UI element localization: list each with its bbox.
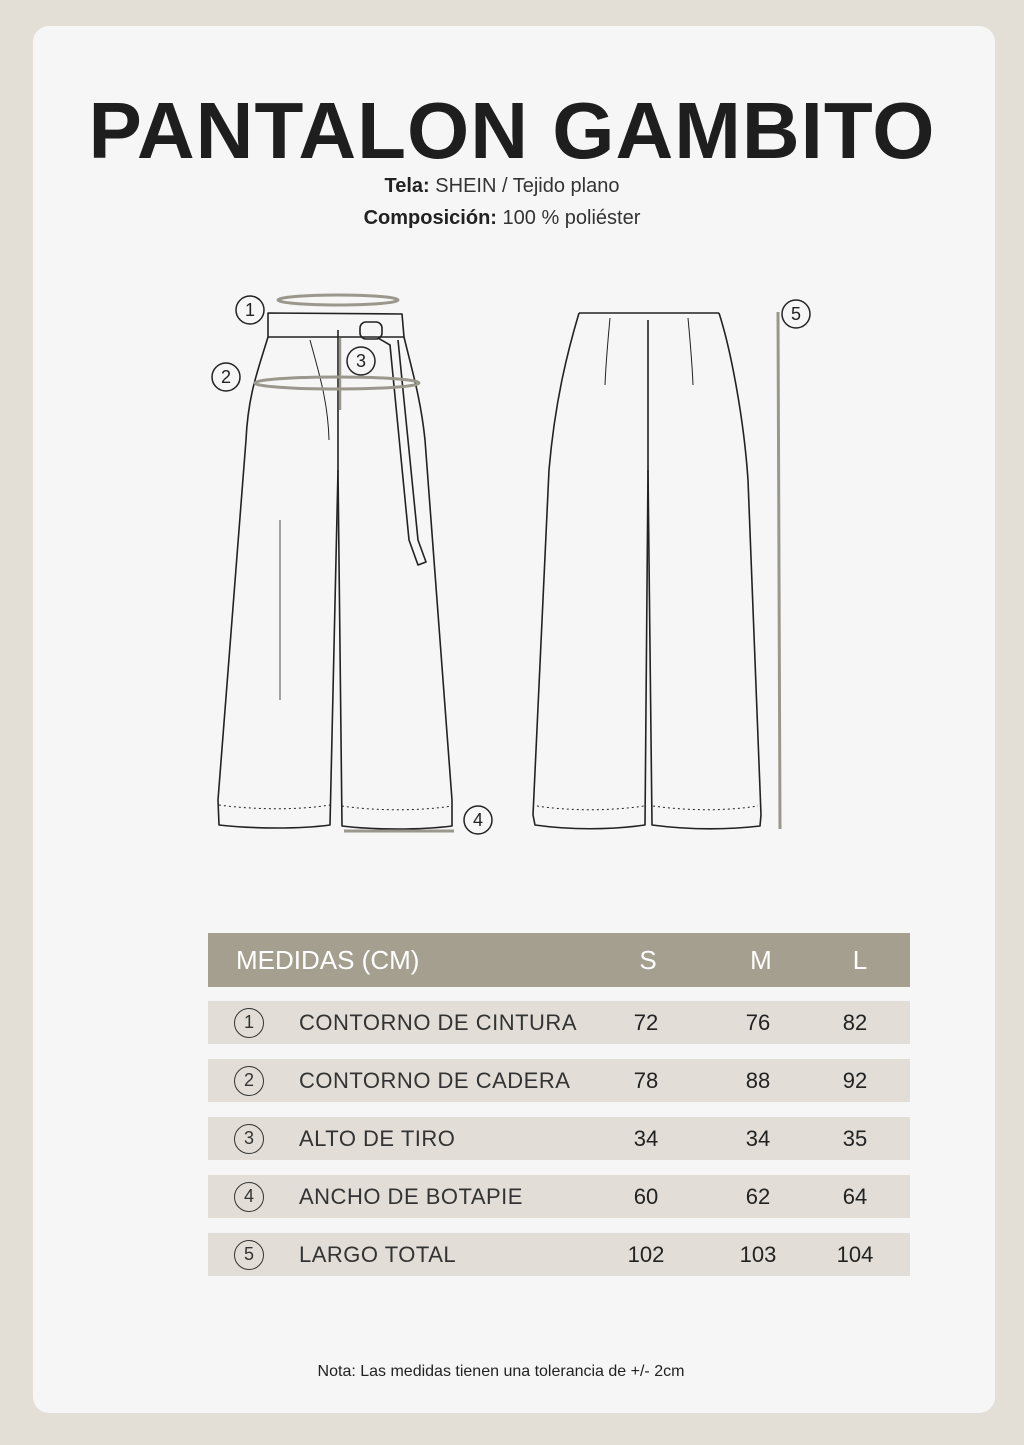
- pants-back-view: [533, 313, 761, 829]
- value-m: 88: [745, 1068, 771, 1093]
- value-m: 62: [745, 1184, 771, 1209]
- value-l: 35: [842, 1126, 868, 1151]
- row-number: 4: [234, 1182, 264, 1212]
- svg-text:4: 4: [472, 810, 484, 830]
- row-number: 3: [234, 1124, 264, 1154]
- row-number: 5: [234, 1240, 264, 1270]
- size-m-header: M: [750, 945, 772, 975]
- value-m: 34: [745, 1126, 771, 1151]
- row-label: ANCHO DE BOTAPIE: [299, 1184, 523, 1209]
- product-title: PANTALON GAMBITO: [88, 86, 936, 175]
- marker-3: [347, 347, 375, 375]
- value-s: 60: [633, 1184, 659, 1209]
- fabric-brand: SHEIN: [435, 175, 497, 197]
- fabric-line: [0, 175, 1004, 198]
- composition-line: [0, 207, 1004, 230]
- fabric-value: Tejido plano: [512, 175, 620, 197]
- composition-label: Composición:: [363, 207, 497, 229]
- value-s: 72: [633, 1010, 659, 1035]
- svg-text:3: 3: [355, 351, 367, 371]
- row-number: 1: [234, 1008, 264, 1038]
- value-l: 104: [836, 1242, 874, 1267]
- value-m: 76: [745, 1010, 771, 1035]
- svg-text:1: 1: [244, 300, 256, 320]
- fabric-separator: /: [501, 175, 508, 197]
- value-l: 64: [842, 1184, 868, 1209]
- pants-flat-drawing: [0, 270, 1024, 850]
- row-label: CONTORNO DE CINTURA: [299, 1010, 577, 1035]
- size-l-header: L: [852, 945, 868, 975]
- svg-text:2: 2: [220, 367, 232, 387]
- fabric-label: Tela:: [384, 175, 430, 197]
- table-row: [208, 1175, 910, 1218]
- value-l: 92: [842, 1068, 868, 1093]
- table-row: [208, 1117, 910, 1160]
- tolerance-note: Nota: Las medidas tienen una tolerancia de +/- 2cm: [317, 1363, 685, 1380]
- table-row: [208, 1233, 910, 1276]
- size-s-header: S: [639, 945, 657, 975]
- table-title: MEDIDAS (CM): [236, 945, 420, 975]
- svg-text:5: 5: [790, 304, 802, 324]
- marker-5: [782, 300, 810, 328]
- row-number: 2: [234, 1066, 264, 1096]
- size-table-header: [208, 933, 910, 987]
- length-measure-line: [778, 312, 780, 829]
- value-m: 103: [739, 1242, 777, 1267]
- marker-4: [464, 806, 492, 834]
- table-row: [208, 1059, 910, 1102]
- value-s: 102: [627, 1242, 665, 1267]
- marker-2: [212, 363, 240, 391]
- value-l: 82: [842, 1010, 868, 1035]
- row-label: ALTO DE TIRO: [299, 1126, 456, 1151]
- value-s: 78: [633, 1068, 659, 1093]
- table-row: [208, 1001, 910, 1044]
- waist-measure-line: [278, 295, 398, 305]
- row-label: LARGO TOTAL: [299, 1242, 457, 1267]
- value-s: 34: [633, 1126, 659, 1151]
- marker-1: [236, 296, 264, 324]
- composition-value: 100 % poliéster: [502, 207, 641, 229]
- row-label: CONTORNO DE CADERA: [299, 1068, 571, 1093]
